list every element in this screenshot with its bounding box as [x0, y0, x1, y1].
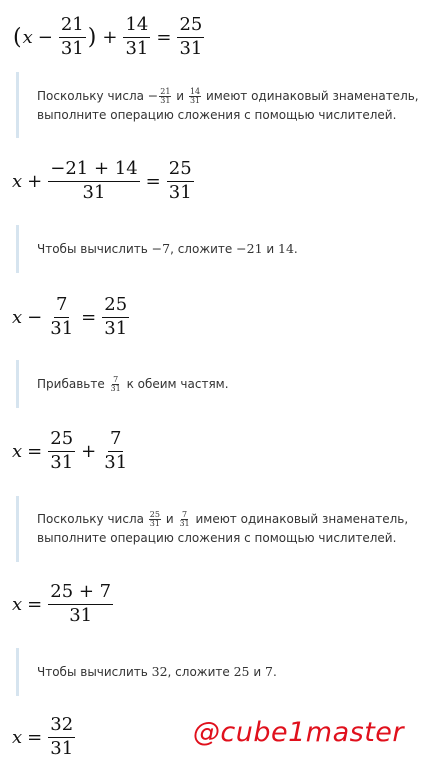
fraction: $\frac{25}{31}$ — [168, 158, 192, 203]
equation-2: x + $\frac{-21 + 14}{31}$ = $\frac{25}{31}$ — [12, 158, 192, 203]
equation-1: ( x − $\frac{21}{31}$ ) + $\frac{14}{31}$ = $\frac{25}{31}$ — [13, 14, 203, 59]
explanation-note-3: Прибавьте $\frac{7}{31}$ к обеим частям. — [16, 360, 426, 408]
fraction: $\frac{25}{31}$ — [104, 294, 128, 339]
explanation-note-2: Чтобы вычислить −7, сложите −21 и 14. — [16, 225, 426, 273]
fraction: $\frac{21}{31}$ — [60, 14, 84, 59]
explanation-note-4: Поскольку числа $\frac{25}{31}$ и $\frac{7}{31}$ имеют одинаковый знаменатель, выполните операцию сложения с помощью числителей. — [16, 496, 426, 562]
fraction: $\frac{-21 + 14}{31}$ — [50, 158, 138, 203]
equation-3: x − $\frac{7}{31}$ = $\frac{25}{31}$ — [12, 294, 128, 339]
fraction: $\frac{25}{31}$ — [179, 14, 203, 59]
equation-6: x = $\frac{32}{31}$ — [12, 714, 74, 759]
fraction: $\frac{7}{31}$ — [104, 428, 128, 473]
watermark: @cube1master — [192, 717, 404, 748]
fraction: $\frac{7}{31}$ — [110, 374, 121, 393]
equation-4: x = $\frac{25}{31}$ + $\frac{7}{31}$ — [12, 428, 128, 473]
explanation-note-1: Поскольку числа − $\frac{21}{31}$ и $\frac{14}{31}$ имеют одинаковый знаменатель, выполните операцию сложения с помощью числителей. — [16, 72, 426, 138]
fraction: $\frac{14}{31}$ — [125, 14, 149, 59]
fraction: $\frac{25 + 7}{31}$ — [50, 581, 112, 626]
fraction: $\frac{7}{31}$ — [50, 294, 74, 339]
fraction: $\frac{14}{31}$ — [189, 86, 201, 105]
fraction: $\frac{21}{31}$ — [160, 86, 171, 105]
fraction: $\frac{25}{31}$ — [149, 510, 160, 528]
fraction: $\frac{25}{31}$ — [50, 428, 74, 473]
fraction: $\frac{32}{31}$ — [50, 714, 74, 759]
equation-5: x = $\frac{25 + 7}{31}$ — [12, 581, 112, 626]
fraction: $\frac{7}{31}$ — [179, 510, 190, 528]
explanation-note-5: Чтобы вычислить 32, сложите 25 и 7. — [16, 648, 426, 696]
